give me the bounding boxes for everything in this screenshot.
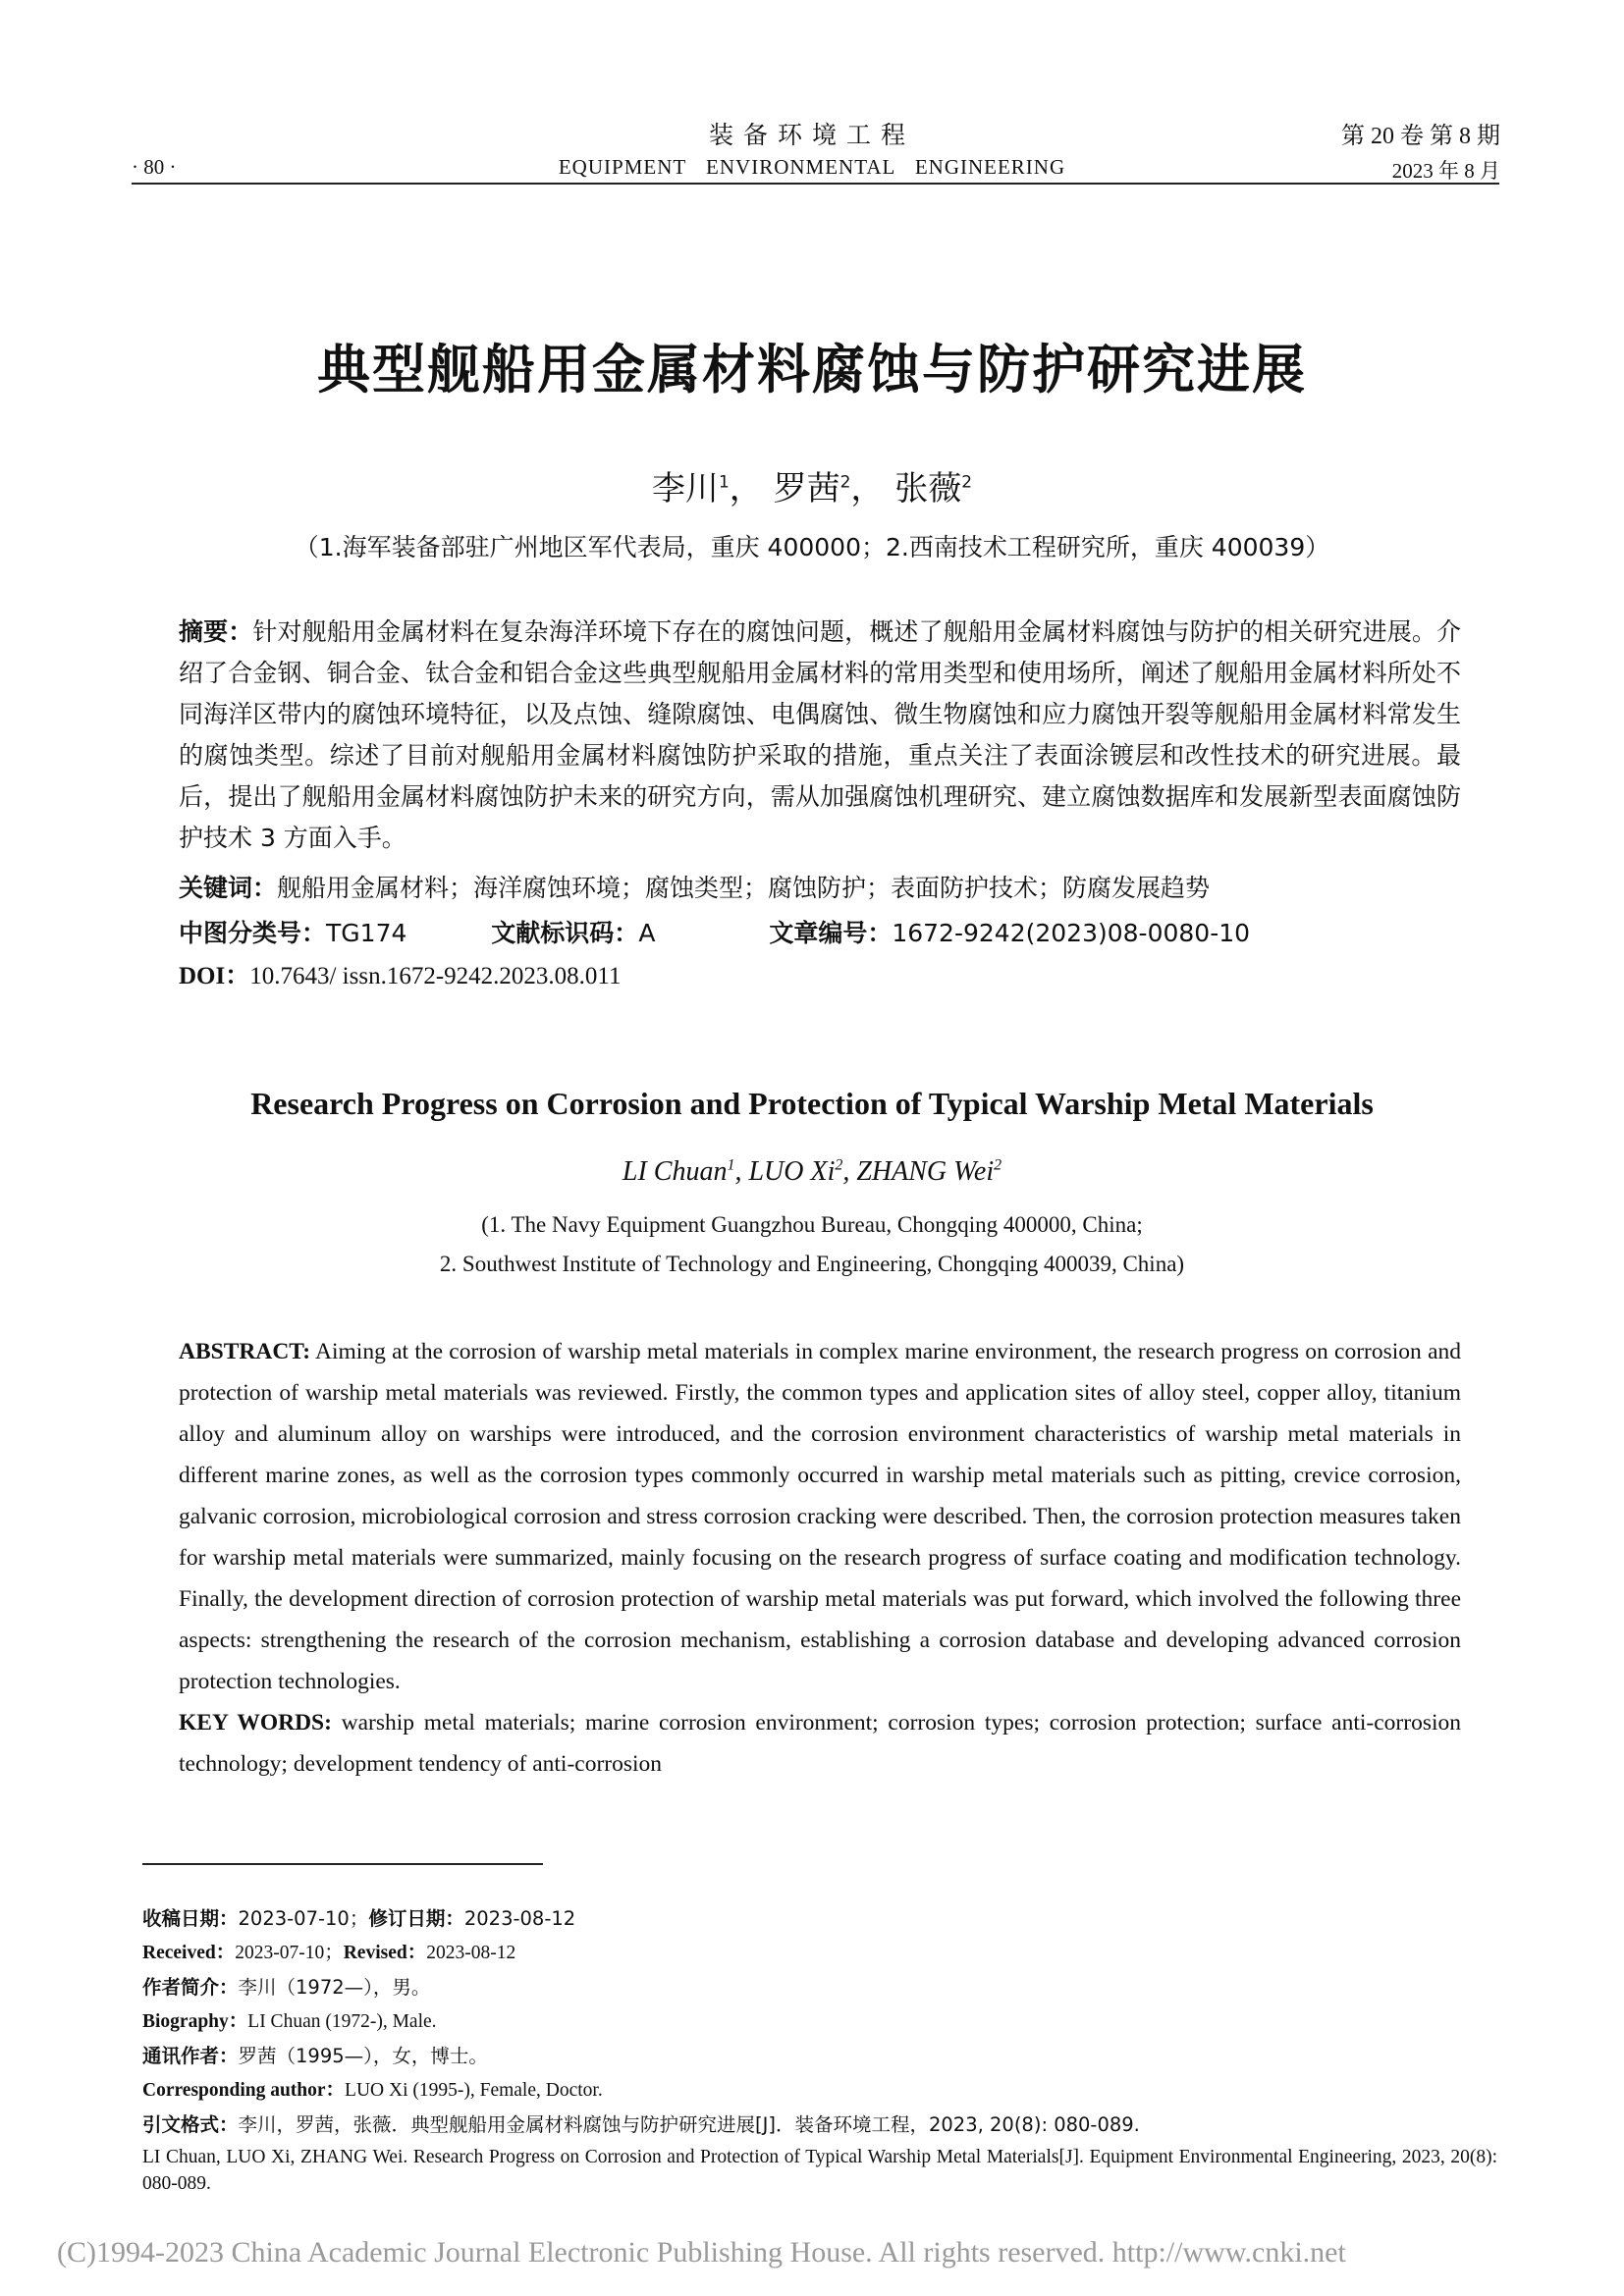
paper-title-en: Research Progress on Corrosion and Protection of Typical Warship Metal Materials xyxy=(250,1086,1374,1121)
volume-issue: 第 20 卷 第 8 期 xyxy=(1341,124,1500,149)
keywords-cn xyxy=(179,868,1461,909)
footnote-received-cn xyxy=(142,1905,1497,1932)
author-separator: ， xyxy=(850,469,885,508)
footnote-citation-cn xyxy=(142,2111,1497,2138)
biography-cn-value: 李川（1972—），男。 xyxy=(238,1976,431,1999)
paper-title-cn: 典型舰船用金属材料腐蚀与防护研究进展 xyxy=(317,339,1307,400)
keywords-en-label: KEY WORDS: xyxy=(179,1710,332,1735)
footnote-received-en xyxy=(142,1940,1497,1966)
author-name: LI Chuan xyxy=(622,1156,728,1187)
abstract-cn-label: 摘要： xyxy=(179,617,253,646)
biography-en-value: LI Chuan (1972-), Male. xyxy=(247,2011,437,2032)
abstract-cn-text: 针对舰船用金属材料在复杂海洋环境下存在的腐蚀问题，概述了舰船用金属材料腐蚀与防护的相关研究进展。介绍了合金钢、铜合金、钛合金和铝合金这些典型舰船用金属材料的常用类型和使用场所，阐述了舰船用金属材料所处不同海洋区带内的腐蚀环境特征，以及点蚀、缝隙腐蚀、电偶腐蚀、微生物腐蚀和应力腐蚀开裂等舰船用金属材料常发生的腐蚀类型。综述了目前对舰船用金属材料腐蚀防护采取的措施，重点关注了表面涂镀层和改性技术的研究进展。最后，提出了舰船用金属材料腐蚀防护未来的研究方向，需从加强腐蚀机理研究、建立腐蚀数据库和发展新型表面腐蚀防护技术 3 方面入手。 xyxy=(179,617,1461,852)
footnote-biography-cn xyxy=(142,1974,1497,2001)
doc-code-value: A xyxy=(638,919,656,947)
affiliation-cn: （1.海军装备部驻广州地区军代表局，重庆 400000；2.西南技术工程研究所，重庆 400039） xyxy=(294,533,1330,561)
biography-cn-label: 作者简介： xyxy=(142,1976,239,1999)
keywords-cn-label: 关键词： xyxy=(179,874,278,902)
affiliation-en xyxy=(0,1205,1624,1284)
footnote-corresponding-en xyxy=(142,2077,1497,2104)
doi-value: 10.7643/ issn.1672-9242.2023.08.011 xyxy=(249,963,622,989)
footnote-citation-en: LI Chuan, LUO Xi, ZHANG Wei. Research Progress on Corrosion and Protection of Typical Warship Metal Materials[J]. Equipment Environmental Engineering, 2023, 20(8): 080-089. xyxy=(142,2147,1497,2194)
author-name: LUO Xi xyxy=(748,1156,836,1187)
corresponding-cn-value: 罗茜（1995—），女，博士。 xyxy=(238,2045,488,2067)
copyright-notice: (C)1994-2023 China Academic Journal Electronic Publishing House. All rights reserved. http://www.cnki.net xyxy=(57,2236,1346,2269)
doi-label: DOI： xyxy=(179,963,250,989)
abstract-cn xyxy=(179,612,1461,859)
header-divider xyxy=(132,183,1499,185)
classification-row xyxy=(179,913,1461,954)
article-number-value: 1672-9242(2023)08-0080-10 xyxy=(892,919,1251,947)
author-separator: ， xyxy=(729,469,763,508)
revised-en-value: 2023-08-12 xyxy=(426,1943,516,1963)
abstract-en-label: ABSTRACT: xyxy=(179,1339,311,1364)
abstract-en xyxy=(179,1331,1461,1785)
citation-cn-value: 李川，罗茜，张薇．典型舰船用金属材料腐蚀与防护研究进展[J]．装备环境工程，2023, 20(8): 080-089. xyxy=(238,2113,1140,2136)
keywords-cn-text: 舰船用金属材料；海洋腐蚀环境；腐蚀类型；腐蚀防护；表面防护技术；防腐发展趋势 xyxy=(277,874,1211,902)
author-affil-mark: 2 xyxy=(961,472,973,493)
citation-cn-label: 引文格式： xyxy=(142,2113,239,2136)
author-list-en xyxy=(0,1156,1624,1188)
article-number-label: 文章编号： xyxy=(769,919,893,947)
author-name: 张薇 xyxy=(894,469,962,508)
footnote-divider xyxy=(142,1863,543,1865)
doc-code-label: 文献标识码： xyxy=(491,919,639,947)
footnote-biography-en xyxy=(142,2008,1497,2035)
abstract-en-text: Aiming at the corrosion of warship metal materials in complex marine environment, the research progress on corrosion and protection of warship metal materials was reviewed. Firstly, the common types and application sites of alloy steel, copper alloy, titanium alloy and aluminum alloy on warships were introduced, and the corrosion environment characteristics of warship metal materials in different marine zones, as well as the corrosion types commonly occurred in warship metal materials such as pitting, crevice corrosion, galvanic corrosion, microbiological corrosion and stress corrosion cracking were described. Then, the corrosion protection measures taken for warship metal materials were summarized, mainly focusing on the research progress of surface coating and modification technology. Finally, the development direction of corrosion protection of warship metal materials was put forward, which involved the following three aspects: strengthening the research of the corrosion mechanism, establishing a corrosion database and developing advanced corrosion protection technologies. xyxy=(179,1339,1461,1694)
doi-row xyxy=(179,956,1461,997)
author-separator: , xyxy=(734,1156,749,1187)
received-en-label: Received： xyxy=(142,1943,236,1963)
author-affil-mark: 1 xyxy=(718,472,730,493)
author-affil-mark: 1 xyxy=(727,1156,735,1174)
page-number: · 80 · xyxy=(132,155,177,179)
author-list-cn xyxy=(0,461,1624,509)
biography-en-label: Biography： xyxy=(142,2011,248,2032)
corresponding-cn-label: 通讯作者： xyxy=(142,2045,239,2067)
revised-cn-label: 修订日期： xyxy=(368,1907,464,1930)
corresponding-en-label: Corresponding author： xyxy=(142,2080,346,2101)
received-en-value: 2023-07-10； xyxy=(235,1943,344,1963)
keywords-en-text: warship metal materials; marine corrosion environment; corrosion types; corrosion protection; surface anti-corrosion technology; development tendency of anti-corrosion xyxy=(179,1710,1462,1777)
author-name: 李川 xyxy=(651,469,719,508)
received-cn-label: 收稿日期： xyxy=(142,1907,239,1930)
author-affil-mark: 2 xyxy=(835,1156,843,1174)
clc-value: TG174 xyxy=(326,919,407,947)
author-affil-mark: 2 xyxy=(839,472,851,493)
affiliation-en-line: 2. Southwest Institute of Technology and Engineering, Chongqing 400039, China) xyxy=(439,1252,1185,1276)
corresponding-en-value: LUO Xi (1995-), Female, Doctor. xyxy=(345,2080,603,2101)
received-cn-value: 2023-07-10； xyxy=(238,1907,369,1930)
revised-en-label: Revised： xyxy=(343,1943,427,1963)
author-name: 罗茜 xyxy=(773,469,840,508)
journal-title-en: EQUIPMENT ENVIRONMENTAL ENGINEERING xyxy=(558,155,1066,179)
author-affil-mark: 2 xyxy=(994,1156,1002,1174)
issue-date: 2023 年 8 月 xyxy=(1391,159,1500,183)
author-separator: , xyxy=(842,1156,857,1187)
revised-cn-value: 2023-08-12 xyxy=(463,1907,576,1930)
keywords-en xyxy=(179,1702,1461,1785)
clc-label: 中图分类号： xyxy=(179,919,327,947)
journal-title-cn: 装备环境工程 xyxy=(708,121,915,149)
affiliation-en-line: (1. The Navy Equipment Guangzhou Bureau, Chongqing 400000, China; xyxy=(481,1212,1143,1237)
author-name: ZHANG Wei xyxy=(856,1156,995,1187)
footnote-corresponding-cn xyxy=(142,2043,1497,2069)
